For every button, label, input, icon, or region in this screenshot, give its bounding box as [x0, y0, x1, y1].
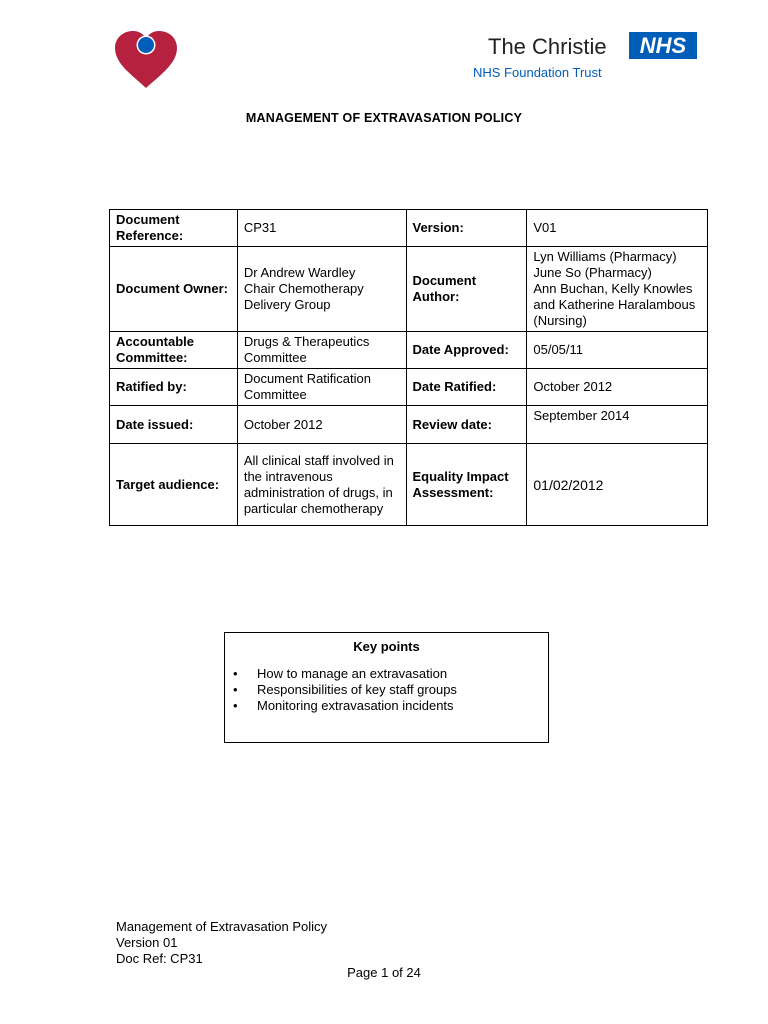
list-item [225, 698, 548, 714]
approved-value: 05/05/11 [527, 332, 708, 369]
bullet-icon: • [233, 666, 238, 681]
nhs-logo: NHS [629, 32, 697, 59]
equality-label: Equality Impact Assessment: [406, 444, 527, 526]
table-row [110, 444, 708, 526]
key-points-list [225, 666, 548, 714]
list-item [225, 682, 548, 698]
document-info-table [109, 209, 708, 526]
author-line: June So (Pharmacy) [533, 265, 652, 280]
key-points-box [224, 632, 549, 743]
brand-subtitle: NHS Foundation Trust [473, 65, 602, 80]
footer-version: Version 01 [116, 935, 178, 950]
owner-value [237, 247, 406, 332]
approved-label: Date Approved: [406, 332, 527, 369]
date-ratified-label: Date Ratified: [406, 369, 527, 406]
christie-heart-logo [113, 30, 179, 90]
committee-label: Accountable Committee: [110, 332, 238, 369]
key-points-title: Key points [353, 639, 420, 654]
owner-role: Chair Chemotherapy Delivery Group [243, 281, 364, 312]
table-row [110, 332, 708, 369]
key-point-text: Monitoring extravasation incidents [257, 698, 454, 713]
table-row [110, 210, 708, 247]
list-item [225, 666, 548, 682]
doc-ref-label: Document Reference: [110, 210, 238, 247]
owner-name: Dr Andrew Wardley [243, 265, 356, 280]
review-date-label: Review date: [406, 406, 527, 444]
footer [116, 919, 327, 967]
key-point-text: How to manage an extravasation [257, 666, 448, 681]
table-row [110, 406, 708, 444]
review-date-value: September 2014 [527, 406, 708, 444]
audience-label: Target audience: [110, 444, 238, 526]
bullet-icon: • [233, 698, 238, 713]
heart-dot-inner [138, 37, 154, 53]
ratified-by-value: Document Ratification Committee [237, 369, 406, 406]
version-value: V01 [527, 210, 708, 247]
date-issued-label: Date issued: [110, 406, 238, 444]
key-point-text: Responsibilities of key staff groups [257, 682, 457, 697]
author-line: Ann Buchan, Kelly Knowles and Katherine Haralambous (Nursing) [533, 281, 696, 328]
version-label: Version: [406, 210, 527, 247]
footer-doc-ref: Doc Ref: CP31 [116, 951, 203, 966]
footer-title: Management of Extravasation Policy [116, 919, 327, 934]
ratified-by-label: Ratified by: [110, 369, 238, 406]
audience-value: All clinical staff involved in the intravenous administration of drugs, in particular chemotherapy [237, 444, 406, 526]
author-value [527, 247, 708, 332]
table-row [110, 369, 708, 406]
equality-value: 01/02/2012 [527, 444, 708, 526]
owner-label: Document Owner: [110, 247, 238, 332]
trust-branding [473, 30, 700, 82]
committee-value: Drugs & Therapeutics Committee [237, 332, 406, 369]
page-number: Page 1 of 24 [347, 965, 421, 980]
date-issued-value: October 2012 [237, 406, 406, 444]
author-line: Lyn Williams (Pharmacy) [533, 249, 677, 264]
bullet-icon: • [233, 682, 238, 697]
doc-ref-value: CP31 [237, 210, 406, 247]
date-ratified-value: October 2012 [527, 369, 708, 406]
brand-name: The Christie [488, 34, 607, 59]
document-title: MANAGEMENT OF EXTRAVASATION POLICY [245, 111, 523, 125]
author-label: Document Author: [406, 247, 527, 332]
table-row [110, 247, 708, 332]
